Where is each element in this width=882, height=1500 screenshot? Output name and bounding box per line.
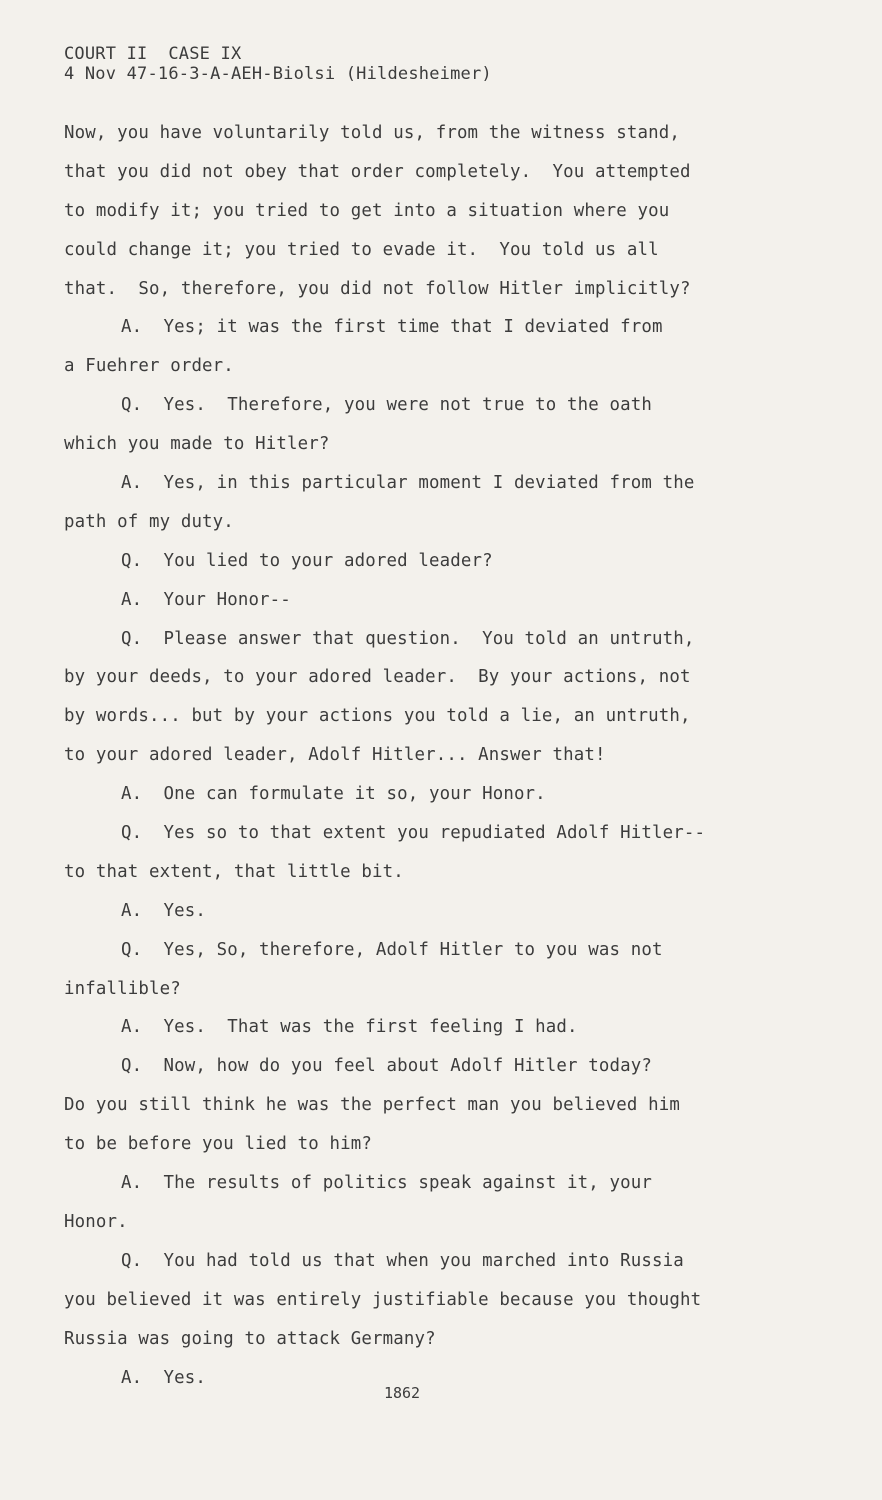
transcript-line: that you did not obey that order completely. You attempted [64, 161, 691, 182]
transcript-line: Q. Yes, So, therefore, Adolf Hitler to you was not [121, 939, 663, 960]
header-court-case: COURT II CASE IX [64, 44, 242, 64]
transcript-line: to modify it; you tried to get into a situation where you [64, 200, 670, 221]
transcript-line: by words... but by your actions you told a lie, an untruth, [64, 706, 691, 727]
transcript-line: you believed it was entirely justifiable because you thought [64, 1289, 702, 1310]
transcript-line: by your deeds, to your adored leader. By your actions, not [64, 667, 691, 688]
transcript-line: Q. You had told us that when you marched into Russia [121, 1250, 684, 1271]
transcript-line: infallible? [64, 978, 181, 999]
transcript-line: Q. Now, how do you feel about Adolf Hitler today? [121, 1056, 653, 1077]
transcript-body [64, 114, 794, 1397]
transcript-line: path of my duty. [64, 511, 234, 532]
transcript-line: A. Yes. That was the first feeling I had. [121, 1017, 578, 1038]
transcript-line: Q. Yes. Therefore, you were not true to the oath [121, 395, 653, 416]
transcript-line: that. So, therefore, you did not follow Hitler implicitly? [64, 278, 691, 299]
transcript-line: Q. Yes so to that extent you repudiated Adolf Hitler-- [121, 823, 706, 844]
transcript-line: A. Yes. [121, 1367, 206, 1388]
transcript-line: which you made to Hitler? [64, 434, 330, 455]
transcript-line: Q. You lied to your adored leader? [121, 550, 493, 571]
transcript-line: could change it; you tried to evade it. You told us all [64, 239, 659, 260]
transcript-line: to be before you lied to him? [64, 1134, 372, 1155]
transcript-line: A. Yes. [121, 900, 206, 921]
transcript-line: Honor. [64, 1211, 128, 1232]
transcript-line: A. Yes, in this particular moment I deviated from the [121, 473, 695, 494]
transcript-line: A. Your Honor-- [121, 589, 291, 610]
transcript-line: Q. Please answer that question. You told an untruth, [121, 628, 695, 649]
transcript-line: A. One can formulate it so, your Honor. [121, 784, 546, 805]
header-session-info: 4 Nov 47-16-3-A-AEH-Biolsi (Hildesheimer) [64, 64, 492, 84]
transcript-line: to that extent, that little bit. [64, 861, 404, 882]
transcript-line: Now, you have voluntarily told us, from the witness stand, [64, 123, 680, 143]
transcript-line: A. The results of politics speak against it, your [121, 1173, 653, 1194]
transcript-line: Do you still think he was the perfect man you believed him [64, 1095, 680, 1116]
transcript-line: to your adored leader, Adolf Hitler... Answer that! [64, 745, 606, 766]
transcript-line: A. Yes; it was the first time that I deviated from [121, 317, 663, 338]
transcript-line: a Fuehrer order. [64, 356, 234, 377]
page-number: 1862 [383, 1384, 421, 1402]
transcript-line: Russia was going to attack Germany? [64, 1328, 436, 1349]
document-header [64, 44, 492, 84]
